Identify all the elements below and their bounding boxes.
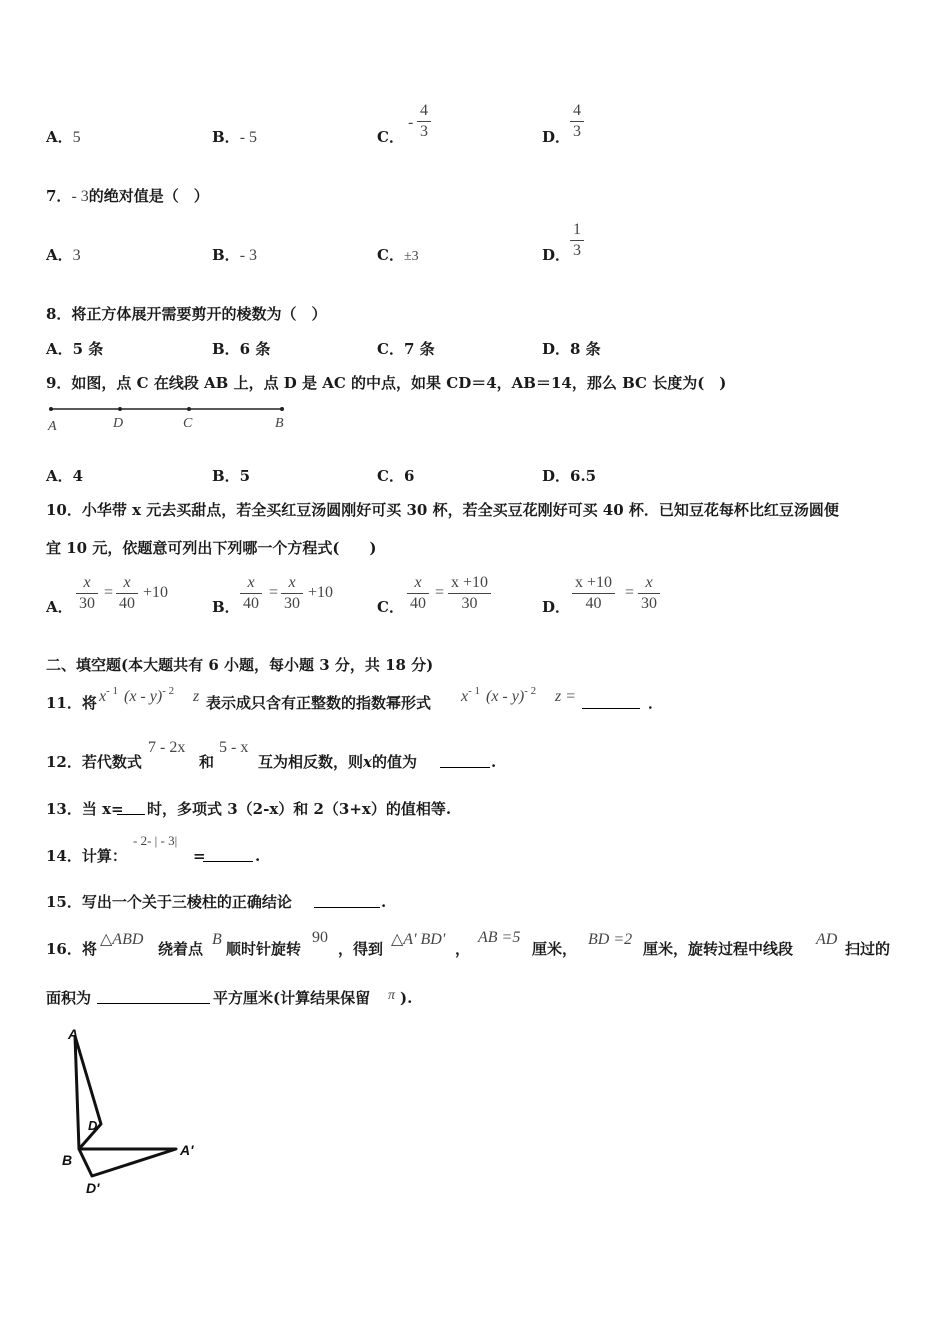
q12-end: . xyxy=(491,753,497,771)
q11-prefix: 11．将 xyxy=(46,694,97,712)
q9-stem: 9．如图，点 C 在线段 AB 上，点 D 是 AC 的中点，如果 CD＝4，AB＝14，那么 BC 长度为( ) xyxy=(46,374,727,392)
q16-answer-blank[interactable] xyxy=(97,989,210,1004)
q10-b-left-fraction: $\frac{x}{40}$ xyxy=(240,573,262,614)
q7-stem: 7．- 3的绝对值是（ ） xyxy=(46,187,209,205)
q13-text-end: 时，多项式 3（2-x）和 2（3+x）的值相等. xyxy=(147,800,452,818)
label-c: C xyxy=(183,416,193,431)
q11-expr2-z: z = xyxy=(555,688,577,705)
q10-c-equals: = xyxy=(435,584,445,601)
q10-option-d[interactable]: D． xyxy=(542,598,571,616)
q6-option-a[interactable]: A．5 xyxy=(46,128,81,146)
q9-option-a[interactable]: A．4 xyxy=(46,467,84,485)
q11-expr-xy: (x - y)$^{- 2}$ xyxy=(124,685,175,705)
q6-c-fraction: $\frac{4}{3}$ xyxy=(417,101,431,142)
point-a xyxy=(49,407,53,411)
q10-a-left-fraction: $\frac{x}{30}$ xyxy=(76,573,98,614)
q8-option-b[interactable]: B．6 条 xyxy=(212,340,271,358)
q11-expr-z: z xyxy=(193,688,200,705)
q10-c-right-fraction: $\frac{x +10}{30}$ xyxy=(448,573,491,614)
q7-option-c[interactable]: C．±3 xyxy=(377,246,419,264)
q12-tail: 互为相反数，则x的值为 xyxy=(258,753,417,771)
q16-bd-value: BD =2 xyxy=(588,931,633,948)
q8-option-a[interactable]: A．5 条 xyxy=(46,340,104,358)
q16-text-2: 顺时针旋转 xyxy=(226,940,302,958)
q6-d-fraction: $\frac{4}{3}$ xyxy=(570,101,584,142)
q16-angle: 90 xyxy=(312,929,328,946)
q16-text-1: 绕着点 xyxy=(158,940,204,958)
q11-expr2-x: $x^{- 1}$ xyxy=(461,685,481,705)
q6-option-d[interactable]: D． xyxy=(542,128,571,146)
q9-option-c[interactable]: C．6 xyxy=(377,467,415,485)
section-fill-in-title: 二、填空题(本大题共有 6 小题，每小题 3 分，共 18 分) xyxy=(46,656,434,674)
q16-line2-mid: 平方厘米(计算结果保留 xyxy=(213,989,371,1007)
q16-pi: π xyxy=(388,988,396,1003)
q7-option-d[interactable]: D． xyxy=(542,246,571,264)
q16-segment-ad: AD xyxy=(816,931,838,948)
point-d xyxy=(118,407,122,411)
fig16-label-d: D xyxy=(88,1118,98,1133)
q8-stem: 8．将正方体展开需要剪开的棱数为（ ） xyxy=(46,305,327,323)
q11-mid-text: 表示成只含有正整数的指数幂形式 xyxy=(206,694,432,712)
q13-text-start: 13．当 x= xyxy=(46,800,124,818)
q16-point-b: B xyxy=(212,931,222,948)
q16-triangle-abd: △ABD xyxy=(100,931,144,948)
fig16-label-a-prime: A' xyxy=(180,1142,194,1158)
q13-answer-blank[interactable] xyxy=(117,800,145,815)
q10-b-equals: = xyxy=(269,584,279,601)
q11-expr-x: $x^{- 1}$ xyxy=(99,685,119,705)
q16-line2-end: ). xyxy=(400,989,413,1007)
point-c xyxy=(187,407,191,411)
q10-a-right-fraction: $\frac{x}{40}$ xyxy=(116,573,138,614)
q10-stem-line2: 宜 10 元，依题意可列出下列哪一个方程式( ) xyxy=(46,539,377,557)
q10-a-tail: +10 xyxy=(143,584,169,601)
q12-prefix: 12．若代数式 xyxy=(46,753,142,771)
q12-answer-blank[interactable] xyxy=(440,753,490,768)
label-b: B xyxy=(275,416,284,431)
q14-expr: - 2- | - 3| xyxy=(133,833,178,848)
q6-option-c[interactable]: C． xyxy=(377,128,404,146)
q11-expr2-xy: (x - y)$^{- 2}$ xyxy=(486,685,537,705)
fig16-label-d-prime: D' xyxy=(86,1180,100,1195)
q16-rotation-figure xyxy=(58,1025,228,1195)
q10-option-c[interactable]: C． xyxy=(377,598,404,616)
q12-mid: 和 xyxy=(199,753,215,771)
q10-a-equals: = xyxy=(104,584,114,601)
q16-text-5: 厘米， xyxy=(532,940,578,958)
q12-expr1: 7 - 2x xyxy=(148,739,186,756)
q6-c-sign: - xyxy=(408,114,414,131)
q10-stem-line1: 10．小华带 x 元去买甜点，若全买红豆汤圆刚好可买 30 杯，若全买豆花刚好可买 40 杯．已知豆花每杯比红豆汤圆便 xyxy=(46,501,839,519)
q14-eq: = xyxy=(193,847,206,865)
q7-option-a[interactable]: A．3 xyxy=(46,246,81,264)
q15-answer-blank[interactable] xyxy=(314,893,380,908)
q8-option-d[interactable]: D．8 条 xyxy=(542,340,601,358)
q10-option-b[interactable]: B． xyxy=(212,598,240,616)
q10-option-a[interactable]: A． xyxy=(46,598,73,616)
q12-expr2: 5 - x xyxy=(219,739,249,756)
q15-end: . xyxy=(381,893,387,911)
q16-triangle-abd-prime: △A' BD' xyxy=(391,931,446,948)
q14-prefix: 14．计算： xyxy=(46,847,127,865)
q6-option-b[interactable]: B．- 5 xyxy=(212,128,258,146)
q16-text-4: ， xyxy=(455,940,471,958)
q7-option-b[interactable]: B．- 3 xyxy=(212,246,258,264)
q16-ab-value: AB =5 xyxy=(478,929,521,946)
q9-option-b[interactable]: B．5 xyxy=(212,467,251,485)
q11-end: ． xyxy=(648,694,664,712)
q10-b-right-fraction: $\frac{x}{30}$ xyxy=(281,573,303,614)
q14-answer-blank[interactable] xyxy=(203,847,253,862)
q8-option-c[interactable]: C．7 条 xyxy=(377,340,435,358)
q9-segment-figure xyxy=(46,403,291,433)
triangle-a-prime-b-d-prime xyxy=(79,1149,176,1176)
q15-text: 15．写出一个关于三棱柱的正确结论 xyxy=(46,893,292,911)
q7-d-fraction: $\frac{1}{3}$ xyxy=(570,220,584,261)
point-b xyxy=(280,407,284,411)
fig16-label-b: B xyxy=(62,1152,73,1168)
q10-d-equals: = xyxy=(625,584,635,601)
label-d: D xyxy=(113,416,124,431)
q16-text-6: 厘米，旋转过程中线段 xyxy=(643,940,794,958)
q11-answer-blank[interactable] xyxy=(582,694,640,709)
q9-option-d[interactable]: D．6.5 xyxy=(542,467,597,485)
q10-d-right-fraction: $\frac{x}{30}$ xyxy=(638,573,660,614)
q16-line2-start: 面积为 xyxy=(46,989,92,1007)
label-a: A xyxy=(48,419,57,433)
q14-end: . xyxy=(255,847,261,865)
q16-prefix: 16．将 xyxy=(46,940,97,958)
q10-b-tail: +10 xyxy=(308,584,334,601)
fig16-label-a: A xyxy=(68,1026,79,1042)
q10-d-left-fraction: $\frac{x +10}{40}$ xyxy=(572,573,615,614)
q16-text-3: ，得到 xyxy=(338,940,384,958)
q16-text-7: 扫过的 xyxy=(845,940,891,958)
q10-c-left-fraction: $\frac{x}{40}$ xyxy=(407,573,429,614)
